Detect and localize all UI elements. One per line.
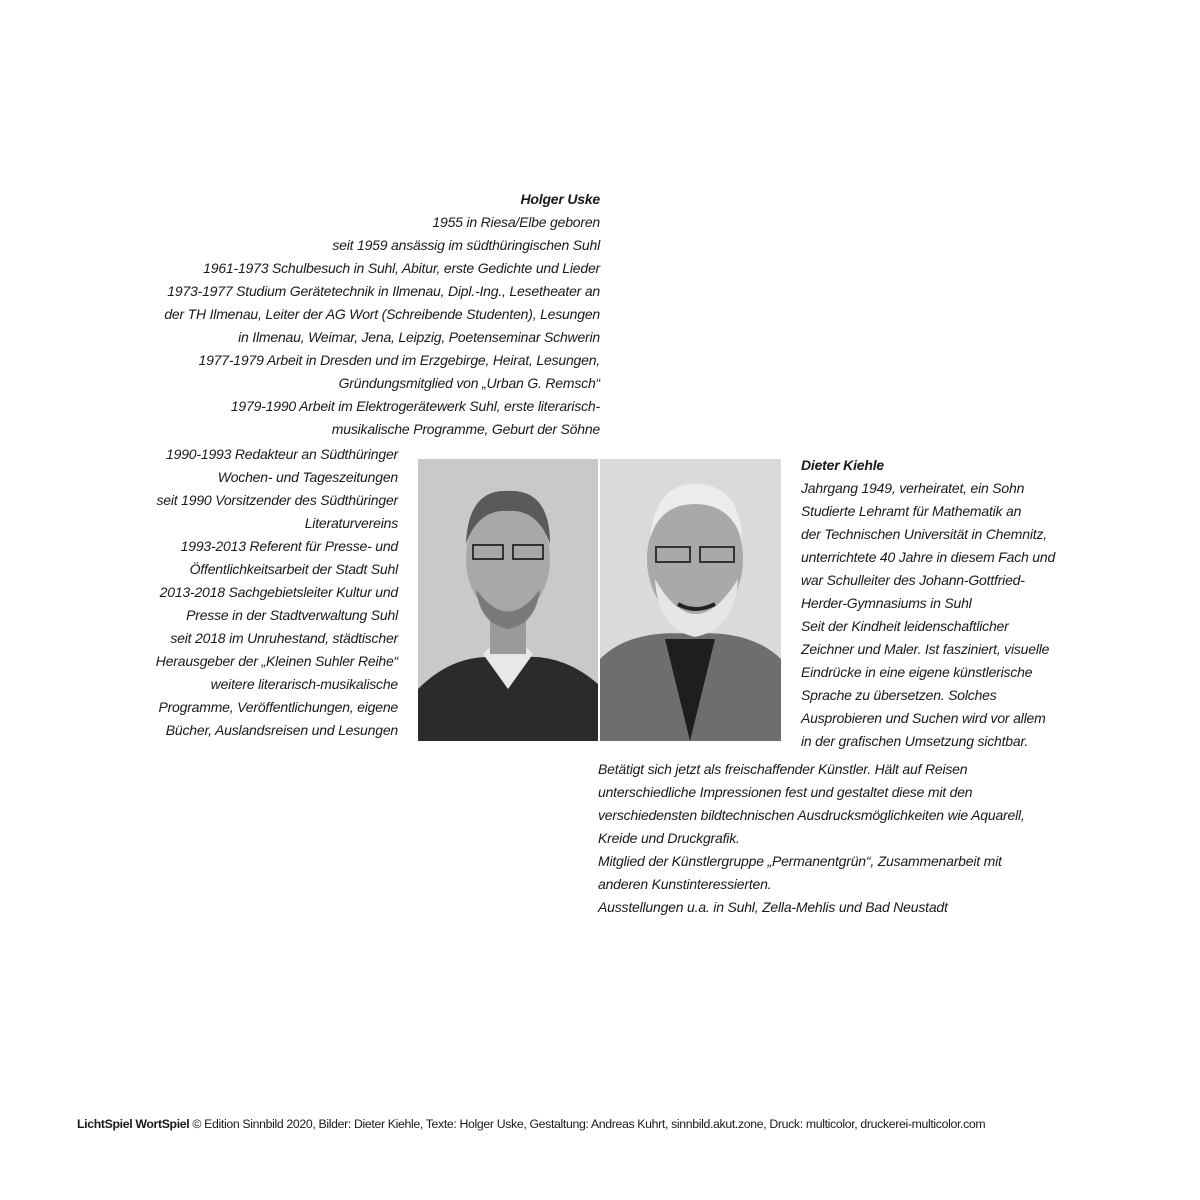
bio-line: Presse in der Stadtverwaltung Suhl — [186, 607, 398, 623]
bio-line: war Schulleiter des Johann-Gottfried- — [801, 572, 1025, 588]
bio-line: der TH Ilmenau, Leiter der AG Wort (Schreibende Studenten), Lesungen — [164, 306, 600, 322]
bio-line: Ausprobieren und Suchen wird vor allem — [801, 710, 1046, 726]
bio-line: Seit der Kindheit leidenschaftlicher — [801, 618, 1009, 634]
bio-line: Betätigt sich jetzt als freischaffender Künstler. Hält auf Reisen — [598, 761, 968, 777]
bio-line: Eindrücke in eine eigene künstlerische — [801, 664, 1033, 680]
bio-line: Ausstellungen u.a. in Suhl, Zella-Mehlis und Bad Neustadt — [598, 899, 948, 915]
bio-line: 1993-2013 Referent für Presse- und — [180, 538, 398, 554]
bio-line: Herausgeber der „Kleinen Suhler Reihe“ — [155, 653, 398, 669]
bio-line: Literaturvereins — [304, 515, 398, 531]
holger-uske-bio-bottom — [156, 443, 398, 742]
bio-line: 1990-1993 Redakteur an Südthüringer — [166, 446, 398, 462]
bio-line: 1973-1977 Studium Gerätetechnik in Ilmenau, Dipl.-Ing., Lesetheater an — [167, 283, 600, 299]
bio-line: seit 1959 ansässig im südthüringischen Suhl — [332, 237, 600, 253]
bio-line: der Technischen Universität in Chemnitz, — [801, 526, 1047, 542]
bio-line: 1961-1973 Schulbesuch in Suhl, Abitur, erste Gedichte und Lieder — [203, 260, 600, 276]
dieter-kiehle-bio-bottom — [598, 758, 1025, 919]
bio-line: 1979-1990 Arbeit im Elektrogerätewerk Suhl, erste literarisch- — [230, 398, 600, 414]
bio-line: Zeichner und Maler. Ist fasziniert, visuelle — [801, 641, 1050, 657]
bio-line: anderen Kunstinteressierten. — [598, 876, 772, 892]
bio-line: seit 1990 Vorsitzender des Südthüringer — [156, 492, 398, 508]
bio-line: Sprache zu übersetzen. Solches — [801, 687, 997, 703]
bio-line: in Ilmenau, Weimar, Jena, Leipzig, Poetenseminar Schwerin — [238, 329, 600, 345]
bio-line: musikalische Programme, Geburt der Söhne — [331, 421, 600, 437]
bio-line: unterrichtete 40 Jahre in diesem Fach und — [801, 549, 1056, 565]
book-title: LichtSpiel WortSpiel — [77, 1117, 190, 1131]
bio-line: Studierte Lehramt für Mathematik an — [801, 503, 1022, 519]
dieter-kiehle-bio-top — [801, 454, 1055, 753]
bio-line: Mitglied der Künstlergruppe „Permanentgrün“, Zusammenarbeit mit — [598, 853, 1002, 869]
holger-uske-bio-top — [164, 188, 600, 441]
bio-line: Herder-Gymnasiums in Suhl — [801, 595, 972, 611]
imprint-credits: © Edition Sinnbild 2020, Bilder: Dieter Kiehle, Texte: Holger Uske, Gestaltung: Andreas Kuhrt, sinnbild.akut.zone, Druck: multicolor, druckerei-multicolor.com — [189, 1117, 986, 1131]
bio-line: Wochen- und Tageszeitungen — [217, 469, 398, 485]
bio-line: seit 2018 im Unruhestand, städtischer — [170, 630, 398, 646]
bio-line: Jahrgang 1949, verheiratet, ein Sohn — [801, 480, 1025, 496]
bio-line: Bücher, Auslandsreisen und Lesungen — [165, 722, 398, 738]
imprint-footer — [77, 1117, 985, 1131]
bio-line: 2013-2018 Sachgebietsleiter Kultur und — [159, 584, 398, 600]
bio-line: Gründungsmitglied von „Urban G. Remsch“ — [338, 375, 600, 391]
bio-line: Kreide und Druckgrafik. — [598, 830, 740, 846]
bio-line: Öffentlichkeitsarbeit der Stadt Suhl — [189, 561, 398, 577]
holger-uske-name: Holger Uske — [520, 191, 600, 207]
bio-line: verschiedensten bildtechnischen Ausdrucksmöglichkeiten wie Aquarell, — [598, 807, 1025, 823]
dieter-kiehle-name: Dieter Kiehle — [801, 457, 884, 473]
bio-line: weitere literarisch-musikalische — [210, 676, 398, 692]
bio-line: 1955 in Riesa/Elbe geboren — [432, 214, 600, 230]
bio-line: 1977-1979 Arbeit in Dresden und im Erzgebirge, Heirat, Lesungen, — [198, 352, 600, 368]
bio-line: in der grafischen Umsetzung sichtbar. — [801, 733, 1029, 749]
dieter-kiehle-portrait — [600, 459, 781, 741]
holger-uske-portrait — [418, 459, 598, 741]
bio-line: unterschiedliche Impressionen fest und gestaltet diese mit den — [598, 784, 973, 800]
bio-line: Programme, Veröffentlichungen, eigene — [158, 699, 398, 715]
